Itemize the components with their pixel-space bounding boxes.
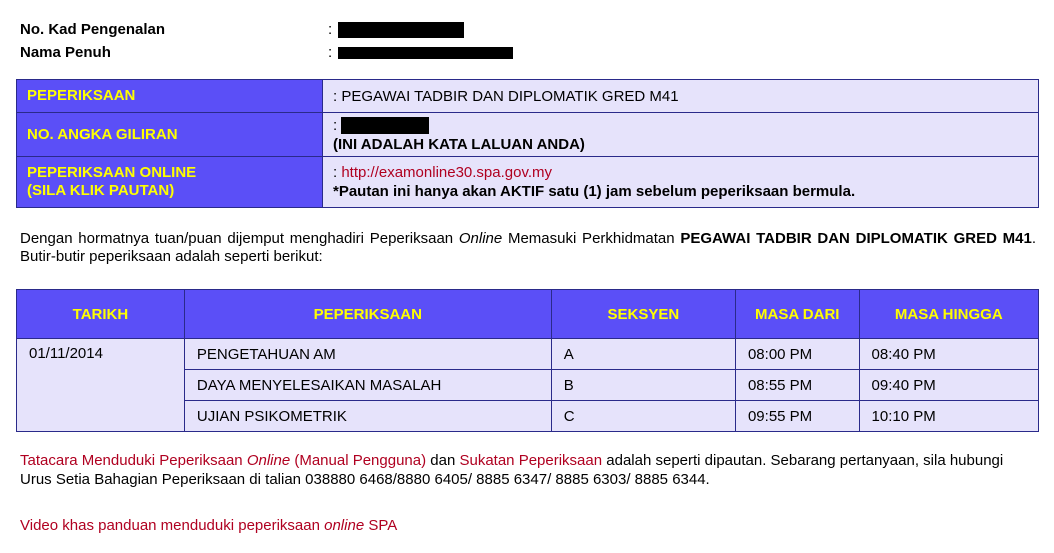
candidate-number-redacted — [341, 117, 429, 134]
full-name-row — [20, 41, 513, 64]
row-time-to: 08:40 PM — [859, 339, 1038, 370]
table-row — [17, 339, 1039, 370]
id-number-redacted — [338, 22, 464, 38]
exam-label: PEPERIKSAAN — [17, 80, 323, 113]
identity-block — [20, 18, 513, 64]
header-exam: PEPERIKSAAN — [184, 290, 551, 339]
intro-paragraph — [20, 230, 1036, 266]
row-time-from: 08:55 PM — [735, 370, 859, 401]
candidate-number-label: NO. ANGKA GILIRAN — [17, 113, 323, 157]
footer-contact-text: adalah seperti dipautan. Sebarang pertanyaan, sila hubungi Urus Setia Bahagian Peperiksaan di talian 038880 6468/8880 6405/ 8885 6347/ 8885 6303/ 8885 6344. — [20, 452, 1004, 488]
online-exam-colon: : — [333, 164, 338, 181]
exam-schedule-table — [16, 289, 1039, 432]
candidate-number-row — [17, 113, 1039, 157]
intro-text-3: . Butir-butir peperiksaan adalah seperti berikut: — [20, 230, 1037, 265]
online-exam-label — [17, 157, 323, 208]
row-time-from: 09:55 PM — [735, 401, 859, 432]
exam-row — [17, 80, 1039, 113]
online-exam-label-line1: PEPERIKSAAN ONLINE — [27, 164, 197, 181]
online-exam-note: *Pautan ini hanya akan AKTIF satu (1) jam sebelum peperiksaan bermula. — [333, 183, 856, 200]
header-section: SEKSYEN — [551, 290, 735, 339]
full-name-label: Nama Penuh — [20, 44, 111, 61]
row-exam: PENGETAHUAN AM — [184, 339, 551, 370]
header-date: TARIKH — [17, 290, 185, 339]
schedule-header-row — [17, 290, 1039, 339]
online-exam-row — [17, 157, 1039, 208]
id-number-colon: : — [328, 21, 333, 38]
intro-bold-post: PEGAWAI TADBIR DAN DIPLOMATIK GRED M41 — [680, 230, 1032, 247]
video-guide-link[interactable]: Video khas panduan menduduki peperiksaan online SPA — [20, 517, 398, 534]
syllabus-link[interactable]: Sukatan Peperiksaan — [459, 452, 603, 469]
full-name-colon: : — [328, 44, 333, 61]
row-section: B — [551, 370, 735, 401]
intro-italic: Online — [458, 230, 503, 247]
header-time-to: MASA HINGGA — [859, 290, 1038, 339]
online-exam-label-line2: (SILA KLIK PAUTAN) — [27, 182, 175, 199]
exam-date: 01/11/2014 — [17, 339, 185, 432]
row-section: C — [551, 401, 735, 432]
video-guide-row — [20, 516, 1036, 535]
password-note: (INI ADALAH KATA LALUAN ANDA) — [333, 135, 585, 153]
candidate-number-cell — [323, 113, 1039, 157]
exam-value: : PEGAWAI TADBIR DAN DIPLOMATIK GRED M41 — [323, 80, 1039, 113]
header-time-from: MASA DARI — [735, 290, 859, 339]
exam-info-table — [16, 79, 1039, 208]
full-name-redacted — [338, 47, 513, 59]
online-exam-link[interactable]: http://examonline30.spa.gov.my — [341, 164, 553, 181]
row-time-from: 08:00 PM — [735, 339, 859, 370]
footer-text-and: dan — [426, 452, 460, 469]
intro-text-2: Memasuki Perkhidmatan — [502, 230, 681, 247]
row-section: A — [551, 339, 735, 370]
footer-paragraph — [20, 451, 1036, 489]
row-time-to: 10:10 PM — [859, 401, 1038, 432]
id-number-row — [20, 18, 513, 41]
row-time-to: 09:40 PM — [859, 370, 1038, 401]
id-number-label: No. Kad Pengenalan — [20, 21, 166, 38]
candidate-number-colon: : — [333, 116, 338, 134]
row-exam: DAYA MENYELESAIKAN MASALAH — [184, 370, 551, 401]
online-exam-cell — [323, 157, 1039, 208]
user-manual-link[interactable]: Tatacara Menduduki Peperiksaan Online (Manual Pengguna) — [20, 452, 427, 469]
intro-text-1: Dengan hormatnya tuan/puan dijemput menghadiri Peperiksaan — [20, 230, 459, 247]
row-exam: UJIAN PSIKOMETRIK — [184, 401, 551, 432]
